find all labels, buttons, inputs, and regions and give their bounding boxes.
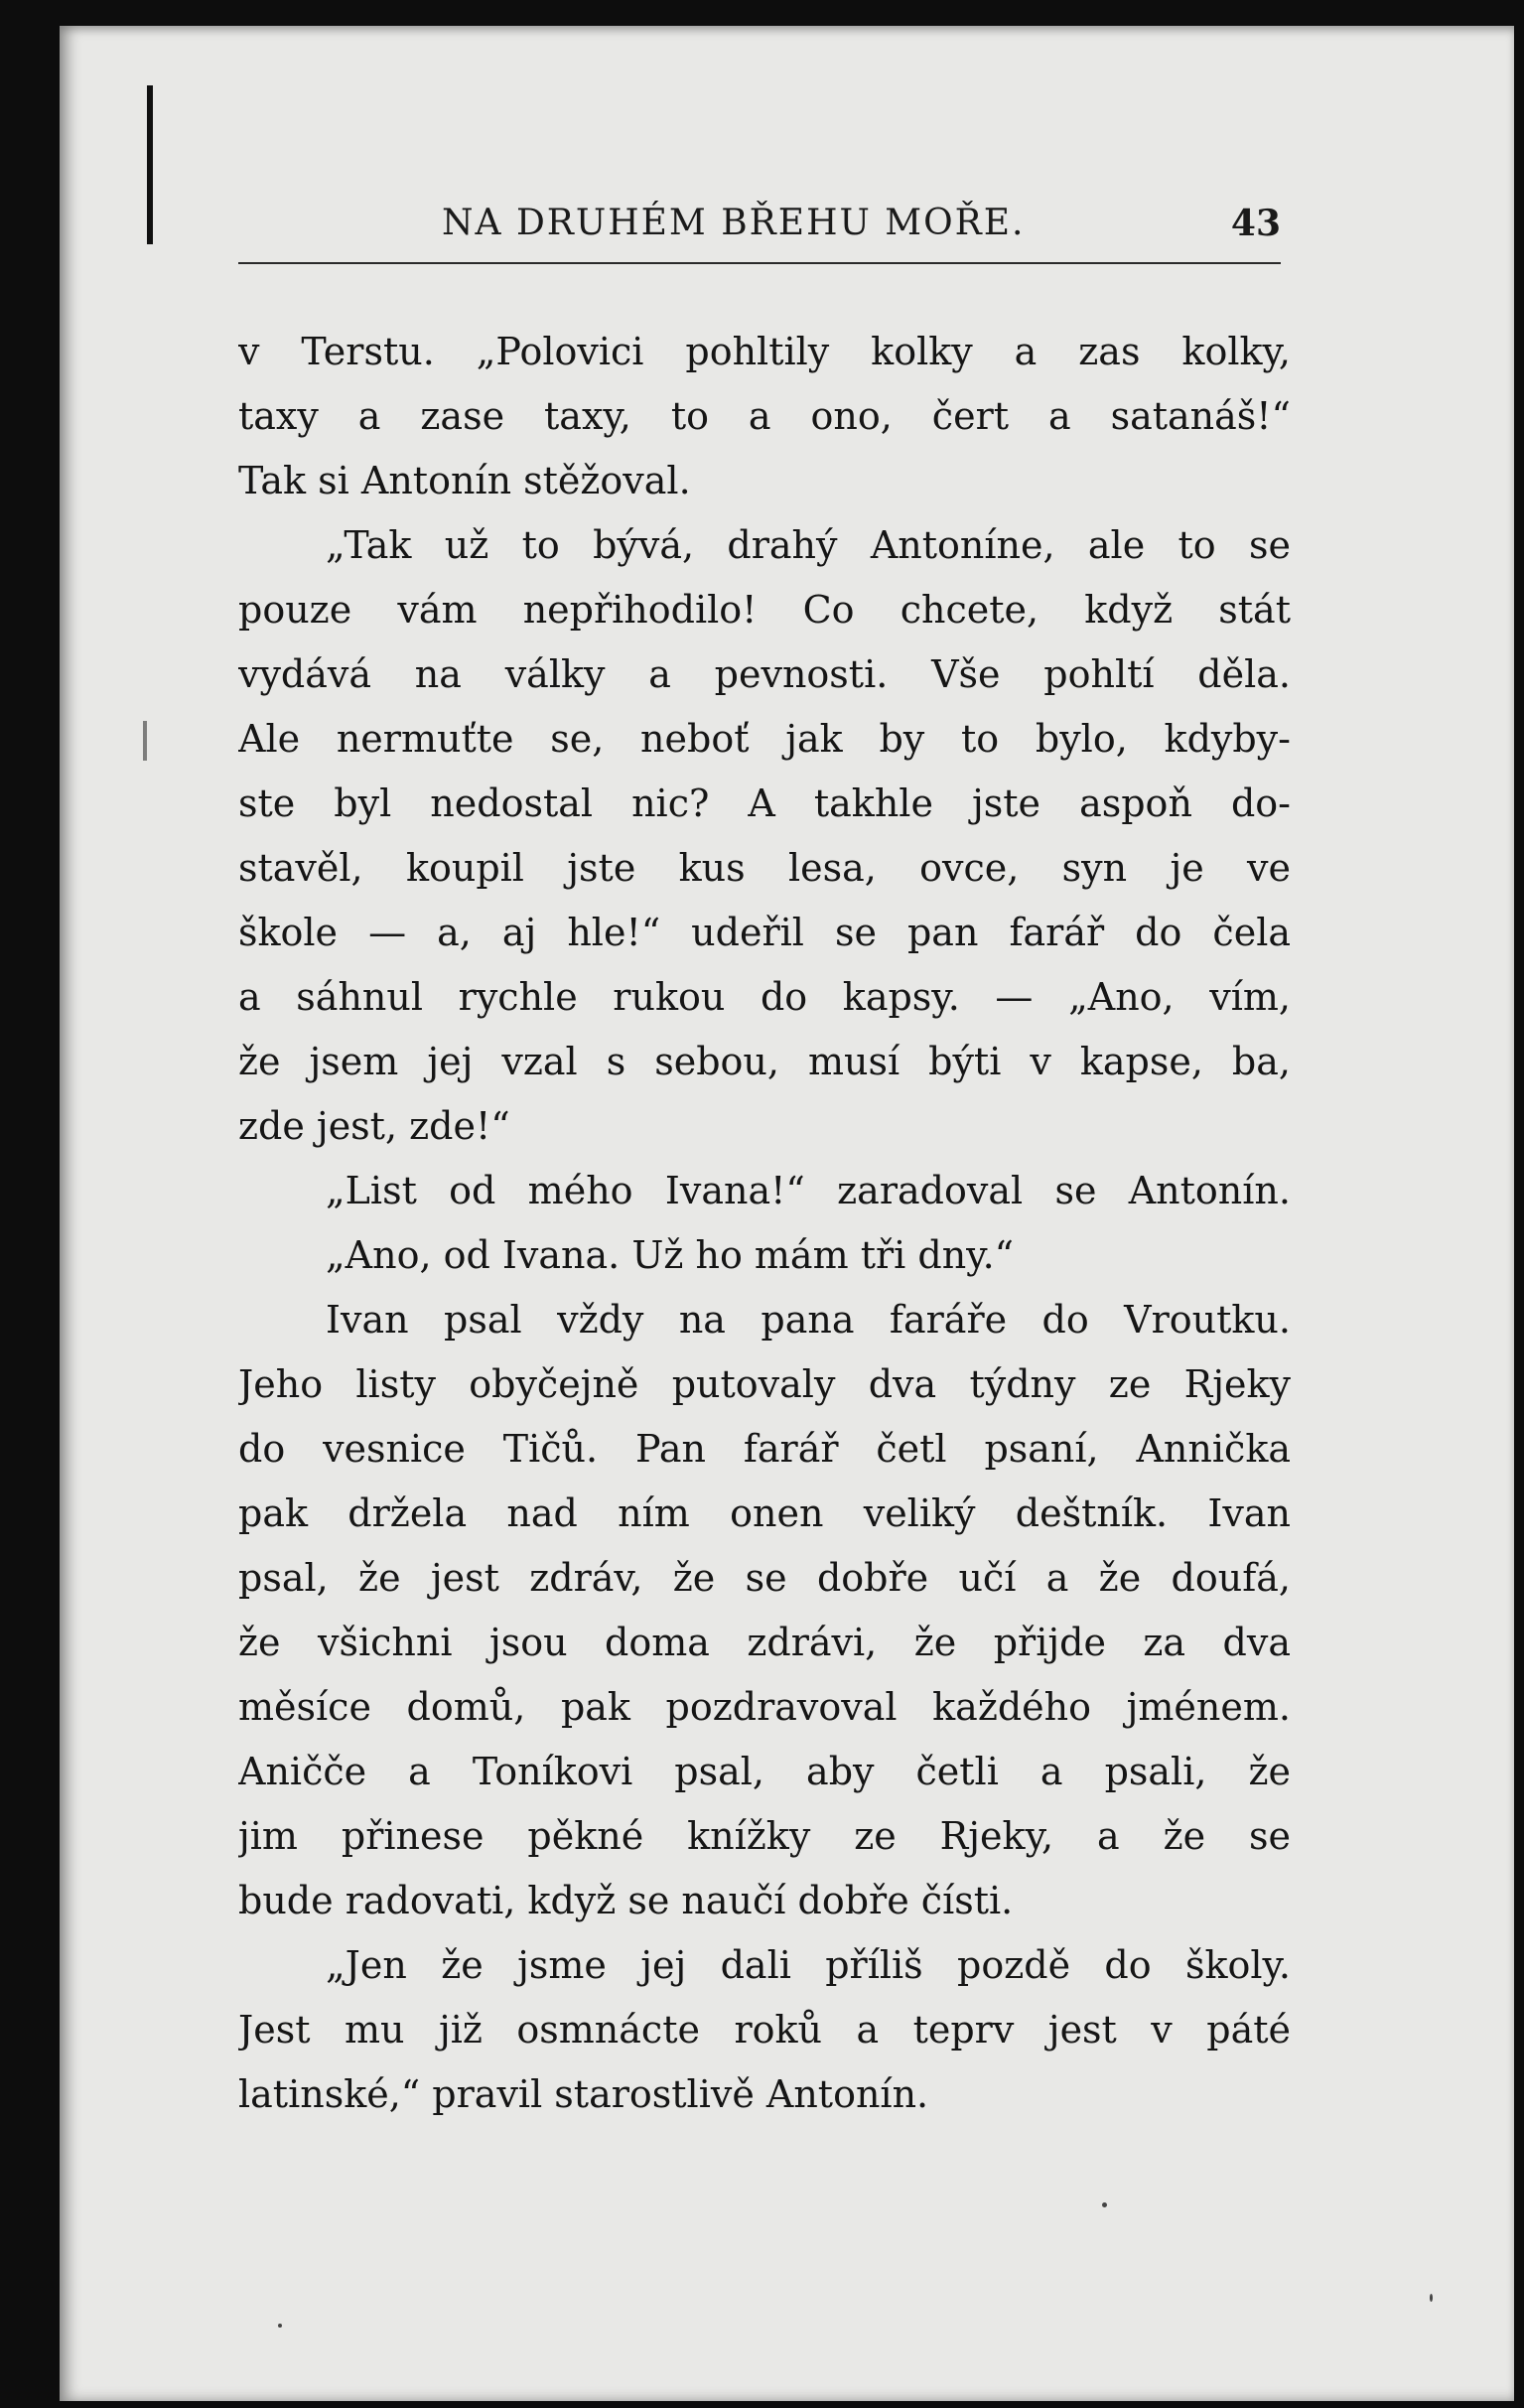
- binding-edge-mark: [143, 721, 147, 761]
- paper-speck: [1102, 2202, 1107, 2207]
- text-line: latinské,“ pravil starostlivě Antonín.: [238, 2072, 929, 2116]
- text-line: „List od mého Ivana!“ zaradoval se Antonín.: [326, 1169, 1291, 1212]
- text-line: Ale nermuťte se, neboť jak by to bylo, kdyby-: [238, 717, 1291, 761]
- text-line: pak držela nad ním onen veliký deštník. Ivan: [238, 1491, 1291, 1535]
- text-line: do vesnice Tičů. Pan farář četl psaní, Annička: [238, 1427, 1291, 1471]
- text-line: „Tak už to bývá, drahý Antoníne, ale to se: [326, 523, 1291, 567]
- text-line: že všichni jsou doma zdrávi, že přijde za dva: [238, 1621, 1291, 1664]
- text-line: „Ano, od Ivana. Už ho mám tři dny.“: [326, 1233, 1015, 1277]
- text-line: Aničče a Toníkovi psal, aby četli a psali, že: [238, 1750, 1291, 1793]
- running-title: NA DRUHÉM BŘEHU MOŘE.: [442, 203, 1026, 243]
- text-line: stavěl, koupil jste kus lesa, ovce, syn je ve: [238, 846, 1291, 890]
- text-line: bude radovati, když se naučí dobře čísti.: [238, 1879, 1014, 1922]
- text-line: Tak si Antonín stěžoval.: [238, 459, 691, 502]
- page-header: [238, 191, 1281, 260]
- text-line: měsíce domů, pak pozdravoval každého jménem.: [238, 1685, 1291, 1729]
- text-line: ste byl nedostal nic? A takhle jste aspoň do-: [238, 781, 1291, 825]
- binding-edge: [147, 85, 153, 244]
- text-line: že jsem jej vzal s sebou, musí býti v kapse, ba,: [238, 1040, 1291, 1083]
- text-line: zde jest, zde!“: [238, 1104, 510, 1148]
- text-line: škole — a, aj hle!“ udeřil se pan farář do čela: [238, 911, 1291, 954]
- text-line: psal, že jest zdráv, že se dobře učí a že doufá,: [238, 1556, 1291, 1600]
- paper-speck: [1430, 2294, 1433, 2302]
- body-text: [238, 320, 1291, 2127]
- text-line: Ivan psal vždy na pana faráře do Vroutku.: [326, 1298, 1291, 1342]
- text-line: pouze vám nepřihodilo! Co chcete, když stát: [238, 588, 1291, 632]
- text-line: v Terstu. „Polovici pohltily kolky a zas kolky,: [238, 330, 1291, 373]
- text-line: a sáhnul rychle rukou do kapsy. — „Ano, vím,: [238, 975, 1291, 1019]
- text-line: taxy a zase taxy, to a ono, čert a satanáš!“: [238, 394, 1291, 438]
- header-rule: [238, 262, 1281, 264]
- paper-speck: [278, 2324, 282, 2328]
- text-line: Jeho listy obyčejně putovaly dva týdny ze Rjeky: [238, 1362, 1291, 1406]
- text-line: „Jen že jsme jej dali příliš pozdě do školy.: [326, 1943, 1291, 1987]
- text-line: jim přinese pěkné knížky ze Rjeky, a že se: [238, 1814, 1291, 1858]
- page-number: 43: [1230, 203, 1281, 244]
- text-line: Jest mu již osmnácte roků a teprv jest v páté: [238, 2008, 1291, 2052]
- text-line: vydává na války a pevnosti. Vše pohltí děla.: [238, 652, 1291, 696]
